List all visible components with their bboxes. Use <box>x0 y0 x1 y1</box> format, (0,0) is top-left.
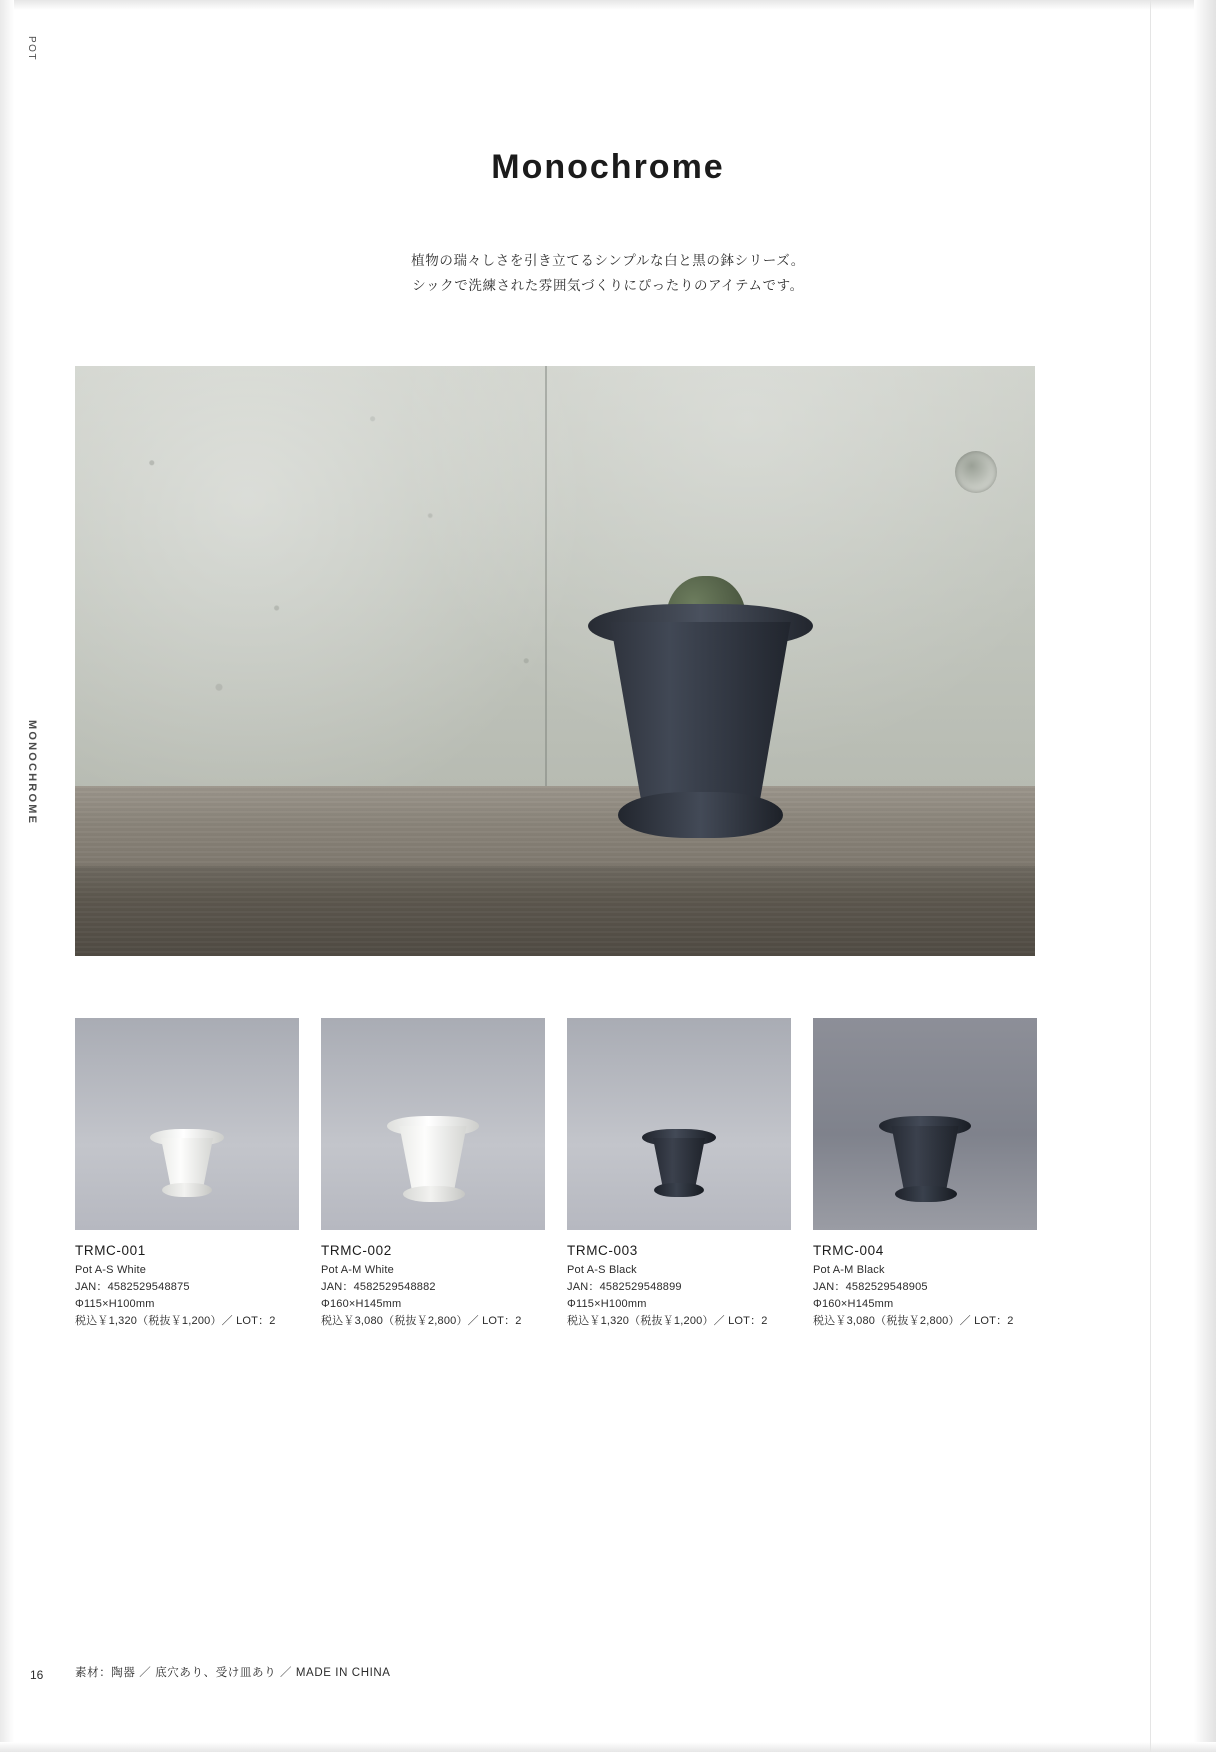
product-pot-saucer <box>895 1186 957 1202</box>
product-pot-illustration <box>150 1126 224 1200</box>
product-photo <box>567 1018 791 1230</box>
product-details <box>75 1262 299 1330</box>
product-size: Φ115×H100mm <box>567 1298 647 1310</box>
product-pot-illustration <box>387 1112 479 1204</box>
hero-wall-seam <box>545 366 547 806</box>
hero-pot-body <box>598 622 803 812</box>
page-description-line-2: シックで洗練された雰囲気づくりにぴったりのアイテムです。 <box>412 278 804 293</box>
product-code: TRMC-002 <box>321 1243 392 1258</box>
hero-wall-hole <box>955 451 997 493</box>
page-edge-bottom <box>0 1742 1216 1752</box>
product-item[interactable] <box>321 1018 545 1330</box>
product-item[interactable] <box>567 1018 791 1330</box>
product-price: 税込￥1,320（税抜￥1,200）／ LOT：2 <box>567 1315 768 1327</box>
product-pot-body <box>885 1126 965 1192</box>
product-pot-saucer <box>654 1183 704 1197</box>
product-name: Pot A-M Black <box>813 1264 885 1276</box>
product-price: 税込￥1,320（税抜￥1,200）／ LOT：2 <box>75 1315 276 1327</box>
product-details <box>321 1262 545 1330</box>
product-details <box>813 1262 1037 1330</box>
product-photo <box>813 1018 1037 1230</box>
product-jan: JAN：4582529548875 <box>75 1281 190 1293</box>
product-pot-body <box>156 1138 218 1188</box>
product-name: Pot A-S Black <box>567 1264 637 1276</box>
product-item[interactable] <box>813 1018 1037 1330</box>
product-jan: JAN：4582529548882 <box>321 1281 436 1293</box>
product-pot-illustration <box>879 1112 971 1204</box>
hero-wood-grain <box>75 786 1035 956</box>
page-edge-top <box>0 0 1216 10</box>
product-pot-saucer <box>162 1183 212 1197</box>
product-size: Φ160×H145mm <box>813 1298 894 1310</box>
product-code: TRMC-004 <box>813 1243 884 1258</box>
product-pot-body <box>648 1138 710 1188</box>
page-description-line-1: 植物の瑞々しさを引き立てるシンプルな白と黒の鉢シリーズ。 <box>411 253 805 268</box>
footer-note: 素材：陶器 ／ 底穴あり、受け皿あり ／ MADE IN CHINA <box>75 1667 391 1679</box>
product-jan: JAN：4582529548905 <box>813 1281 928 1293</box>
product-size: Φ115×H100mm <box>75 1298 155 1310</box>
hero-pot <box>580 594 820 844</box>
product-price: 税込￥3,080（税抜￥2,800）／ LOT：2 <box>321 1315 522 1327</box>
product-jan: JAN：4582529548899 <box>567 1281 682 1293</box>
product-code: TRMC-001 <box>75 1243 146 1258</box>
hero-wall <box>75 366 1035 806</box>
product-price: 税込￥3,080（税抜￥2,800）／ LOT：2 <box>813 1315 1014 1327</box>
page-title: Monochrome <box>491 148 725 186</box>
product-item[interactable] <box>75 1018 299 1330</box>
product-name: Pot A-S White <box>75 1264 147 1276</box>
hero-photo <box>75 366 1035 956</box>
product-details <box>567 1262 791 1330</box>
product-size: Φ160×H145mm <box>321 1298 402 1310</box>
page-number: 16 <box>30 1668 44 1682</box>
hero-pot-saucer <box>618 792 783 838</box>
product-photo <box>321 1018 545 1230</box>
page-description <box>0 248 1216 298</box>
product-code: TRMC-003 <box>567 1243 638 1258</box>
product-pot-illustration <box>642 1126 716 1200</box>
product-name: Pot A-M White <box>321 1264 394 1276</box>
product-photo <box>75 1018 299 1230</box>
side-label-series: MONOCHROME <box>26 720 38 826</box>
product-pot-saucer <box>403 1186 465 1202</box>
product-pot-body <box>393 1126 473 1192</box>
side-label-category: POT <box>26 36 37 62</box>
product-list <box>75 1018 1085 1330</box>
